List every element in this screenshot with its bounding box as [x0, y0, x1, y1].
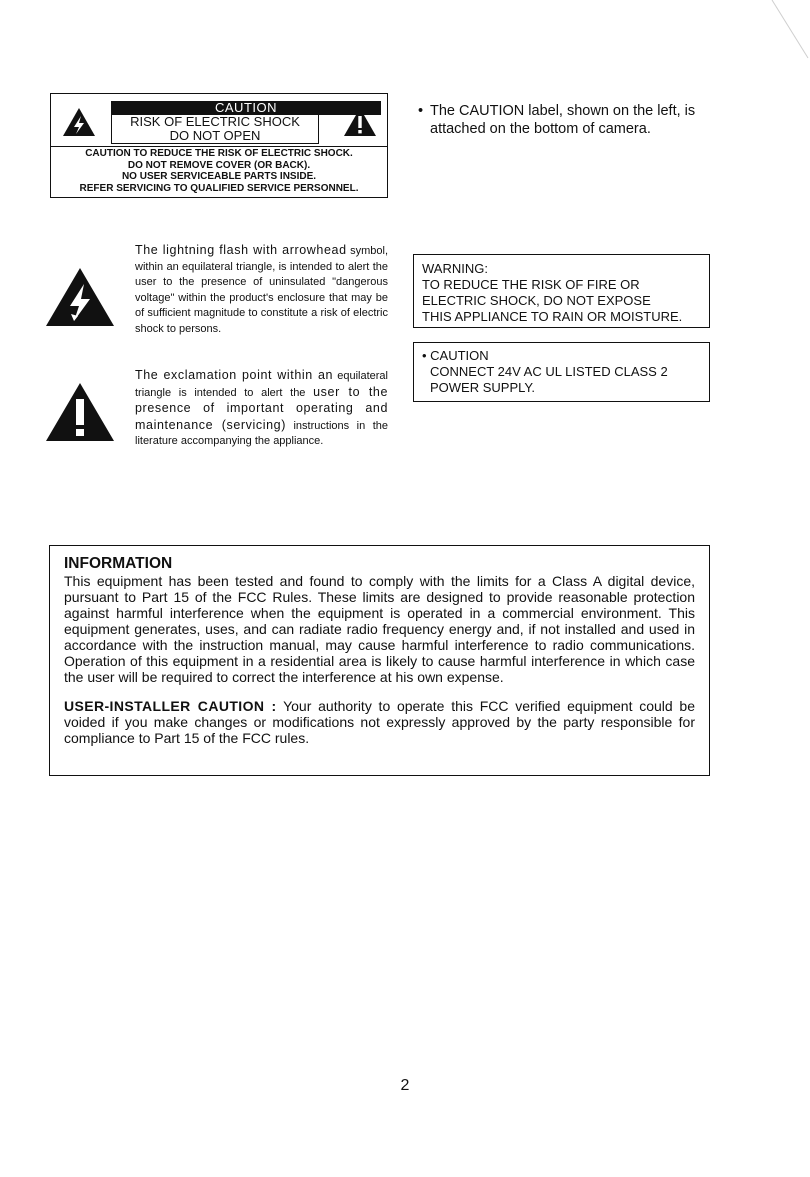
page-number: 2 [400, 1077, 410, 1094]
lightning-lead: The lightning flash with arrowhead [135, 243, 347, 257]
exclamation-lead2: user to the presence of important operating and maintenance (servicing) [135, 384, 388, 432]
caution-label-bottom-line: DO NOT REMOVE COVER (OR BACK). [127, 159, 311, 171]
warning-box [413, 254, 710, 328]
caution-label-bottom [51, 148, 387, 194]
power-caution-line: POWER SUPPLY. [430, 380, 535, 395]
user-installer-caution [64, 698, 695, 746]
caution-label-shock-box [111, 115, 319, 144]
warning-line: TO REDUCE THE RISK OF FIRE OR [422, 277, 640, 292]
power-caution-box [413, 342, 710, 402]
caution-label-header: CAUTION [111, 101, 381, 115]
lightning-warning-icon [62, 107, 96, 137]
caution-label-bottom-line: CAUTION TO REDUCE THE RISK OF ELECTRIC SHOCK. [85, 148, 353, 159]
caution-label-top [51, 94, 387, 147]
caution-note-text: The CAUTION label, shown on the left, is attached on the bottom of camera. [430, 103, 696, 137]
user-installer-caution-label: USER-INSTALLER CAUTION : [64, 698, 277, 714]
scan-corner-mark [770, 0, 810, 60]
power-caution-line: CONNECT 24V AC UL LISTED CLASS 2 [430, 364, 668, 379]
warning-title: WARNING: [422, 261, 488, 276]
information-body: This equipment has been tested and found to comply with the limits for a Class A digital device, pursuant to Part 15 of the FCC Rules. These limits are designed to provide reasonable protection against harmful interference when the equipment is operated in a commercial environment. This equipment generates, uses, and can radiate radio frequency energy and, if not installed and used in accordance with the instruction manual, may cause harmful interference to radio communications. Operation of this equipment in a residential area is likely to cause harmful interference in which case the user will be required to correct the interference at his own expense. [64, 573, 695, 685]
information-box [49, 545, 710, 776]
caution-label-center [111, 101, 381, 143]
lightning-description [135, 243, 388, 337]
caution-label-line2: DO NOT OPEN [169, 128, 261, 143]
bullet: • [418, 103, 424, 119]
exclamation-description [135, 368, 388, 450]
exclamation-triangle-icon [44, 381, 116, 443]
exclamation-text: equilateral triangle is intended to alert the [135, 370, 388, 399]
lightning-text: symbol, within an equilateral triangle, is intended to alert the user to the presence of uninsulated "dangerous voltage" within the product's enclosure that may be of sufficient magnitude to constitute a risk of electric shock to persons. [135, 245, 389, 335]
warning-line: THIS APPLIANCE TO RAIN OR MOISTURE. [422, 309, 683, 324]
lightning-triangle-icon [44, 266, 116, 328]
exclamation-text2: instructions in the literature accompanying the appliance. [135, 419, 388, 447]
caution-label [50, 93, 388, 198]
warning-line: ELECTRIC SHOCK, DO NOT EXPOSE [422, 293, 651, 308]
information-title: INFORMATION [64, 555, 173, 572]
exclamation-lead: The exclamation point within an [135, 368, 334, 382]
power-caution-title: • CAUTION [422, 348, 489, 363]
caution-label-bottom-line: REFER SERVICING TO QUALIFIED SERVICE PERSONNEL. [79, 182, 359, 194]
user-installer-caution-text: Your authority to operate this FCC verified equipment could be voided if you make changes or modifications not expressly approved by the party responsible for compliance to Part 15 of the FCC rules. [64, 698, 696, 746]
caution-note [418, 102, 718, 138]
caution-label-bottom-line: NO USER SERVICEABLE PARTS INSIDE. [121, 171, 317, 182]
exclamation-warning-icon [343, 107, 377, 137]
caution-label-line1: RISK OF ELECTRIC SHOCK [130, 114, 300, 129]
